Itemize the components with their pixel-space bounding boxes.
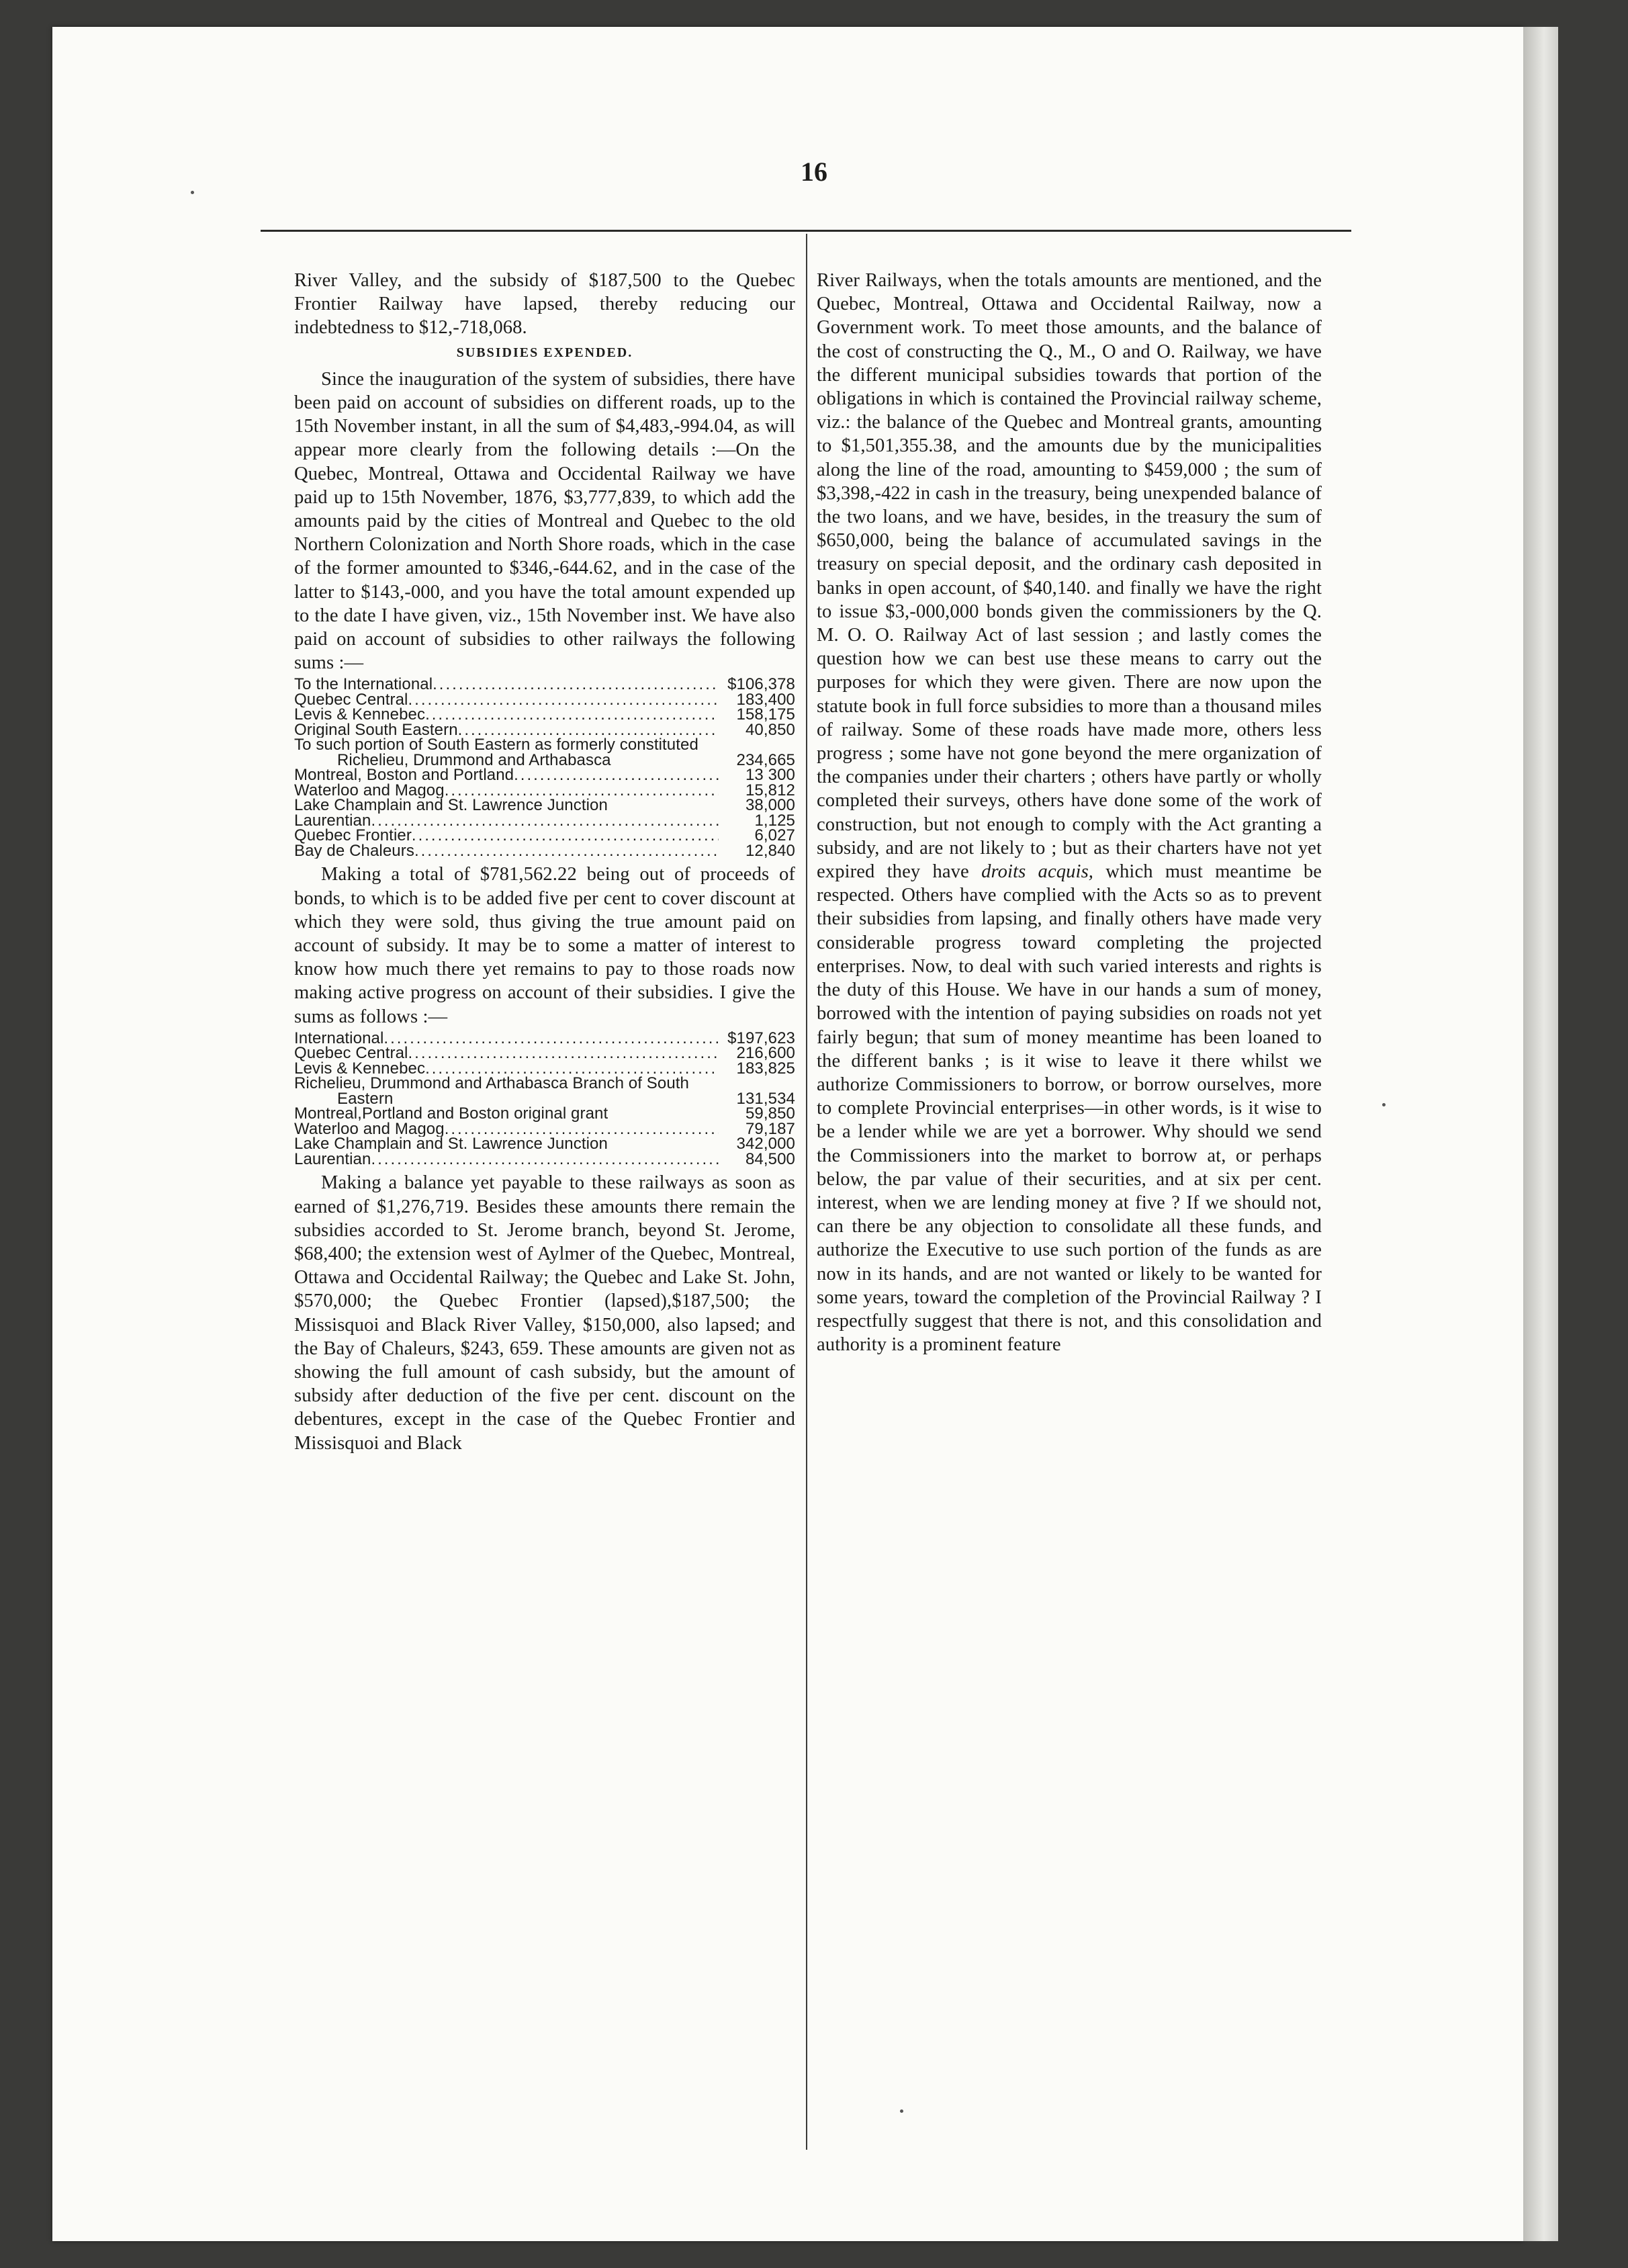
right-column [817, 269, 1322, 1356]
table-row: Lake Champlain and St. Lawrence Junction 38,000 [294, 796, 795, 815]
column-divider [806, 234, 807, 2150]
table-row: Original South Eastern ..... 40,850 [294, 723, 795, 738]
page-number: 16 [801, 157, 827, 187]
table-row: Laurentian ..... 84,500 [294, 1152, 795, 1168]
paragraph [817, 269, 1322, 1356]
table-row: Waterloo and Magog ..... 15,812 [294, 783, 795, 799]
paragraph: Since the inauguration of the system of subsidies, there have been paid on account of subsidies on different roads, up to the 15th November instant, in all the sum of $4,483,-994.04, as will appear more clearly from the following details :—On the Quebec, Montreal, Ottawa and Occidental Railway we have paid up to 15th November, 1876, $3,777,839, to which add the amounts paid by the cities of Montreal and Quebec to the old Northern Colonization and North Shore roads, which in the case of the former amounted to $346,-644.62, and in the case of the latter to $143,-000, and you have the total amount expended up to the date I have given, viz., 15th November inst. We have also paid on account of subsidies to other railways the following sums :— [294, 368, 795, 674]
subsidies-remaining-table [294, 1031, 795, 1168]
speck [900, 2109, 903, 2113]
paragraph-text: River Railways, when the totals amounts are mentioned, and the Quebec, Montreal, Ottawa and Occidental Railway, now a Government work. To meet those amounts, and the balance of the cost of constructing the Q., M., O and O. Railway, we have the different municipal subsidies towards that portion of the obligations in which is contained the Provincial railway scheme, viz.: the balance of the Quebec and Montreal grants, amounting to $1,501,355.38, and the amounts due by the municipalities along the line of the road, amounting to $459,000 ; the sum of $3,398,-422 in cash in the treasury, being unexpended balance of the two loans, and we have, besides, in the treasury the sum of $650,000, being the balance of accumulated savings in the treasury on special deposit, and the ordinary cash deposited in banks in open account, of $40,140. and finally we have the right to issue $3,-000,000 bonds given the commissioners by the Q. M. O. O. Railway Act of last session ; and lastly comes the question how we can best use these means to carry out the purposes for which they were given. There are now upon the statute book in full force subsidies to more than a thousand miles of railway. Some of these roads have made more, others less progress ; some have not gone beyond the mere organization of the companies under their charters ; others have partly or wholly completed their surveys, others have done some of the work of construction, but not enough to comply with the Act granting a subsidy, and are not likely to ; but as their charters have not yet expired they have [817, 270, 1322, 883]
paragraph-text: which must meantime be respected. Others have complied with the Acts so as to prevent their subsidies from lapsing, and finally others have made very considerable progress toward completing the projected enterprises. Now, to deal with such varied interests and rights is the duty of this House. We have in our hands a sum of money, borrowed with the intention of paying subsidies on roads not yet fairly begun; that sum of money meantime has been loaned to the different banks ; is it wise to leave it there whilst we authorize Commissioners to borrow, or borrow ourselves, more to complete Provincial enterprises—in other words, is it wise to be a lender while we are yet a borrower. Why should we send the Commissioners into the market to borrow at, or perhaps below, the par value of their securities, and at six per cent. interest, when we are lending money at five ? If we should not, can there be any objection to consolidate all these funds, and authorize the Executive to use such portion of the funds as are now in its hands, and are not wanted or likely to be wanted for some years, toward the completion of the Provincial Railway ? I respectfully suggest that there is not, and this consolidation and authority is a prominent feature [817, 861, 1322, 1356]
left-column [294, 269, 795, 1455]
table-row: Levis & Kennebec ..... 183,825 [294, 1061, 795, 1077]
table-row: Waterloo and Magog ..... 79,187 [294, 1122, 795, 1137]
page-edge [1523, 27, 1558, 2241]
table-row: Richelieu, Drummond and Arthabasca Branch of South Eastern 131,534 [294, 1076, 795, 1108]
table-row: To such portion of South Eastern as formerly constituted Richelieu, Drummond and Arthabasca 234,665 [294, 738, 795, 769]
italic-phrase: droits acquis, [981, 861, 1094, 883]
table-row: Bay de Chaleurs ..... 12,840 [294, 844, 795, 859]
table-row: Quebec Frontier ..... 6,027 [294, 828, 795, 844]
section-heading: SUBSIDIES EXPENDED. [456, 345, 633, 360]
table-row: Lake Champlain and St. Lawrence Junction 342,000 [294, 1135, 795, 1153]
table-row: International ..... $197,623 [294, 1031, 795, 1047]
table-row: Montreal,Portland and Boston original grant 59,850 [294, 1104, 795, 1123]
table-row: Levis & Kennebec ..... 158,175 [294, 707, 795, 723]
header-rule [261, 230, 1351, 232]
table-row: Quebec Central ..... 216,600 [294, 1046, 795, 1061]
paragraph: River Valley, and the subsidy of $187,500 to the Quebec Frontier Railway have lapsed, thereby reducing our indebtedness to $12,-718,068. [294, 270, 795, 339]
table-row: Laurentian ..... 1,125 [294, 814, 795, 829]
paragraph: Making a balance yet payable to these railways as soon as earned of $1,276,719. Besides these amounts there remain the subsidies accorded to St. Jerome branch, beyond St. Jerome, $68,400; the extension west of Aylmer of the Quebec, Montreal, Ottawa and Occidental Railway; the Quebec and Lake St. John, $570,000; the Quebec Frontier (lapsed),$187,500; the Missisquoi and Black River Valley, $150,000, also lapsed; and the Bay of Chaleurs, $243, 659. These amounts are given not as showing the full amount of cash subsidy, but the amount of subsidy after deduction of the five per cent. discount on the debentures, except in the case of the Quebec Frontier and Missisquoi and Black [294, 1172, 795, 1454]
subsidies-paid-table [294, 677, 795, 859]
table-row: Quebec Central ..... 183,400 [294, 693, 795, 708]
table-row: To the International ..... $106,378 [294, 677, 795, 693]
table-row: Montreal, Boston and Portland ..... 13 300 [294, 768, 795, 783]
speck [191, 191, 194, 194]
paragraph: Making a total of $781,562.22 being out of proceeds of bonds, to which is to be added five per cent to cover discount at which they were sold, thus giving the true amount paid on account of subsidy. It may be to some a matter of interest to know how much there yet remains to pay to those roads now making active progress on account of their subsidies. I give the sums as follows :— [294, 864, 795, 1027]
speck [1382, 1103, 1386, 1106]
